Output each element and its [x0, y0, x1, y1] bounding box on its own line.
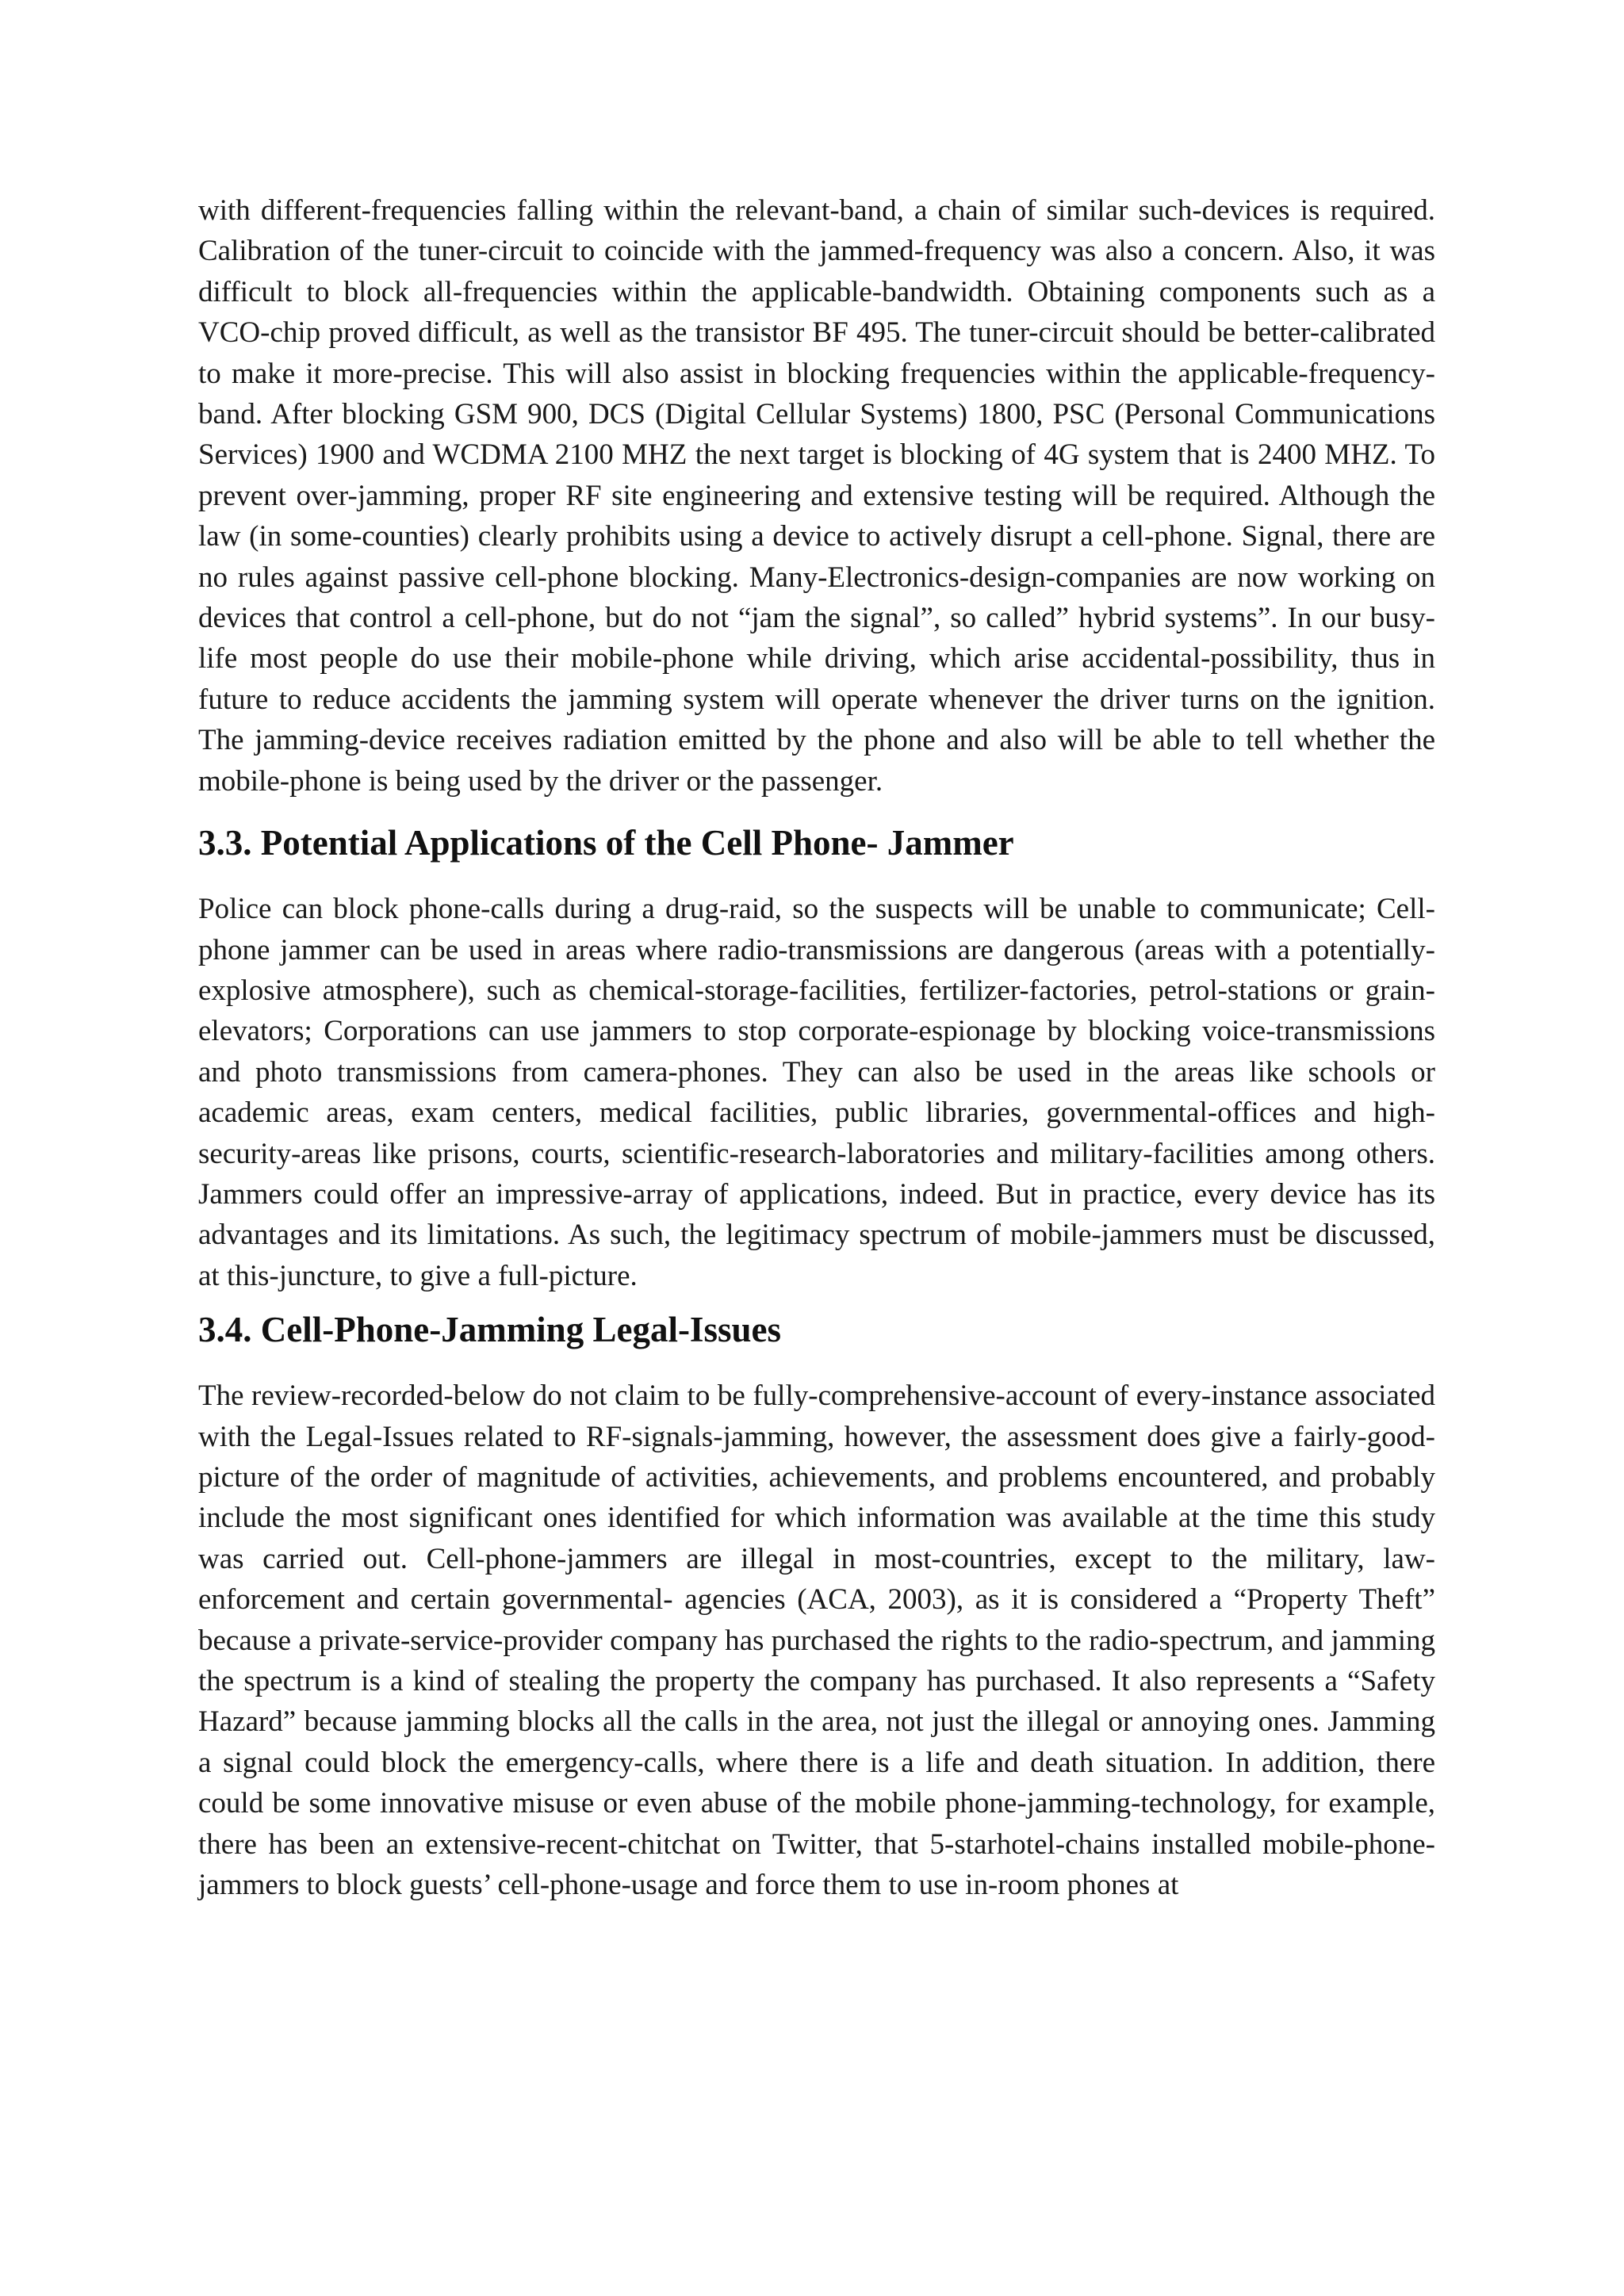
- paragraph-continuation: with different-frequencies falling within the relevant-band, a chain of similar such-devices is required. Calibration of the tuner-circuit to coincide with the jammed-frequency was also a concern. Also, it was difficult to block all-frequencies within the applicable-bandwidth. Obtaining components such as a VCO-chip proved difficult, as well as the transistor BF 495. The tuner-circuit should be better-calibrated to make it more-precise. This will also assist in blocking frequencies within the applicable-frequency-band. After blocking GSM 900, DCS (Digital Cellular Systems) 1800, PSC (Personal Communications Services) 1900 and WCDMA 2100 MHZ the next target is blocking of 4G system that is 2400 MHZ. To prevent over-jamming, proper RF site engineering and extensive testing will be required. Although the law (in some-counties) clearly prohibits using a device to actively disrupt a cell-phone. Signal, there are no rules against passive cell-phone blocking. Many-Electronics-design-companies are now working on devices that control a cell-phone, but do not “jam the signal”, so called” hybrid systems”. In our busy-life most people do use their mobile-phone while driving, which arise accidental-possibility, thus in future to reduce accidents the jamming system will operate whenever the driver turns on the ignition. The jamming-device receives radiation emitted by the phone and also will be able to tell whether the mobile-phone is being used by the driver or the passenger.: [198, 194, 1435, 798]
- section-heading-3-3: 3.3. Potential Applications of the Cell Phone- Jammer: [198, 823, 1014, 863]
- section-3-3-body: Police can block phone-calls during a drug-raid, so the suspects will be unable to communicate; Cell-phone jammer can be used in areas where radio-transmissions are dangerous (areas with a potentially-explosive atmosphere), such as chemical-storage-facilities, fertilizer-factories, petrol-stations or grain-elevators; Corporations can use jammers to stop corporate-espionage by blocking voice-transmissions and photo transmissions from camera-phones. They can also be used in the areas like schools or academic areas, exam centers, medical facilities, public libraries, governmental-offices and high-security-areas like prisons, courts, scientific-research-laboratories and military-facilities among others. Jammers could offer an impressive-array of applications, indeed. But in practice, every device has its advantages and its limitations. As such, the legitimacy spectrum of mobile-jammers must be discussed, at this-juncture, to give a full-picture.: [198, 893, 1435, 1292]
- section-heading-3-4: 3.4. Cell-Phone-Jamming Legal-Issues: [198, 1310, 781, 1350]
- section-3-4-body: The review-recorded-below do not claim to be fully-comprehensive-account of every-instance associated with the Legal-Issues related to RF-signals-jamming, however, the assessment does give a fairly-good-picture of the order of magnitude of activities, achievements, and problems encountered, and probably include the most significant ones identified for which information was available at the time this study was carried out. Cell-phone-jammers are illegal in most-countries, except to the military, law-enforcement and certain governmental- agencies (ACA, 2003), as it is considered a “Property Theft” because a private-service-provider company has purchased the rights to the radio-spectrum, and jamming the spectrum is a kind of stealing the property the company has purchased. It also represents a “Safety Hazard” because jamming blocks all the calls in the area, not just the illegal or annoying ones. Jamming a signal could block the emergency-calls, where there is a life and death situation. In addition, there could be some innovative misuse or even abuse of the mobile phone-jamming-technology, for example, there has been an extensive-recent-chitchat on Twitter, that 5-starhotel-chains installed mobile-phone-jammers to block guests’ cell-phone-usage and force them to use in-room phones at: [198, 1380, 1435, 1902]
- document-page: [198, 190, 1435, 1905]
